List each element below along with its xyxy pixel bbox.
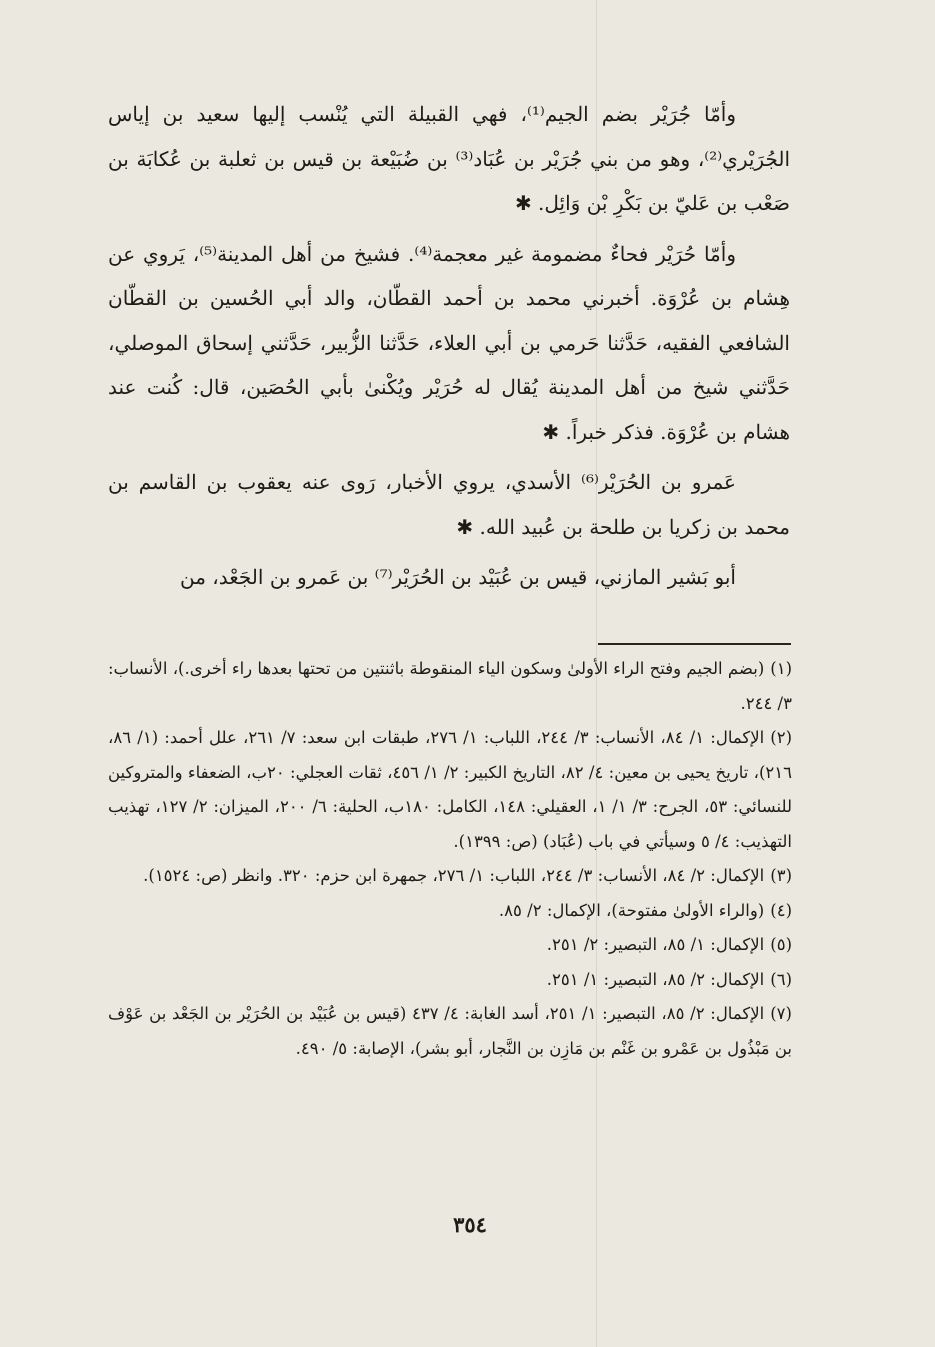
footnote-text: الإكمال: ٢/ ٨٥، التبصير: ١/ ٢٥١، أسد الغابة: ٤/ ٤٣٧ (قيس بن عُبَيْد بن الحُرَيْر بن الجَعْد بن عَوْف بن مَبْذُول بن عَمْرو بن غَنْم بن مَازِن بن النَّجار، أبو بشر)، الإصابة: ٥/ ٤٩٠. [108, 1004, 792, 1058]
footnote-6 [108, 963, 792, 998]
footnote-text: (والراء الأولىٰ مفتوحة)، الإكمال: ٢/ ٨٥. [498, 900, 765, 920]
footnote-number: (٢) [770, 728, 792, 747]
footnote-number: (٤) [770, 900, 792, 920]
footnote-number: (٥) [770, 935, 792, 954]
footnote-text: الإكمال: ١/ ٨٤، الأنساب: ٣/ ٢٤٤، اللباب: ١/ ٢٧٦، طبقات ابن سعد: ٧/ ٢٦١، علل أحمد: (١/ ٨٦، ٢١٦)، تاريخ يحيى بن معين: ٤/ ٨٢، التاريخ الكبير: ٢/ ١/ ٤٥٦، ثقات العجلي: ٢٠ب، الضعفاء والمتروكين للنسائي: ٥٣، الجرح: ٣/ ١/ ١، العقيلي: ١٤٨، الكامل: ١٨٠ب، الحلية: ٦/ ٢٠٠، الميزان: ٢/ ١٢٧، تهذيب التهذيب: ٤/ ٥ وسيأتي في باب (عُبَاد) (ص: ١٣٩٩). [108, 728, 793, 851]
paragraph-hurayr: وأمّا حُرَيْر فحاءٌ مضمومة غير معجمة⁽⁴⁾. فشيخ من أهل المدينة⁽⁵⁾، يَروي عن هِشام بن عُرْوَة. أخبرني محمد بن أحمد القطّان، والد أبي الحُسين بن القطّان الشافعي الفقيه، حَدَّثنا حَرمي بن أبي العلاء، حَدَّثنا الزُّبير، حَدَّثني إسحاق الموصلي، حَدَّثني شيخ من أهل المدينة يُقال له حُرَيْر ويُكْنىٰ بأبي الحُصَين، قال: كُنت عند هشام بن عُرْوَة. فذكر خبراً. ✱ [108, 241, 790, 444]
footnote-number: (٣) [770, 866, 792, 885]
paragraph-jurayr: وأمّا جُرَيْر بضم الجيم⁽¹⁾، فهي القبيلة التي يُنْسب إليها سعيد بن إياس الجُرَيْري⁽²⁾، وهو من بني جُرَيْر بن عُبَاد⁽³⁾ بن ضُبَيْعة بن قيس بن ثعلبة بن عُكابَة بن صَعْب بن عَليّ بن بَكْرِ بْن وَائِل. ✱ [108, 102, 791, 215]
footnote-text: (بضم الجيم وفتح الراء الأولىٰ وسكون الياء المنقوطة باثنتين من تحتها بعدها راء أخرى.)، الأنساب: ٣/ ٢٤٤. [108, 659, 792, 713]
footnote-text: الإكمال: ٢/ ٨٥، التبصير: ١/ ٢٥١. [546, 969, 765, 989]
footnote-text: الإكمال: ٢/ ٨٤، الأنساب: ٣/ ٢٤٤، اللباب: ١/ ٢٧٦، جمهرة ابن حزم: ٣٢٠. وانظر (ص: ١٥٢٤). [143, 866, 765, 885]
footnote-4 [108, 894, 792, 929]
footnote-number: (٧) [770, 1004, 792, 1023]
main-text [108, 92, 790, 606]
footnote-text: الإكمال: ١/ ٨٥، التبصير: ٢/ ٢٥١. [546, 935, 765, 954]
footnote-number: (١) [770, 659, 792, 678]
footnote-3 [108, 859, 792, 894]
footnote-7 [108, 997, 792, 1066]
footnote-2 [108, 721, 792, 859]
footnote-divider [598, 643, 791, 645]
footnote-number: (٦) [770, 969, 792, 989]
footnote-5 [108, 928, 792, 963]
footnote-1 [108, 652, 792, 721]
footnotes [108, 652, 792, 1066]
paragraph-amr-ibn-al-hurayr: عَمرو بن الحُرَيْر⁽⁶⁾ الأسدي، يروي الأخبار، رَوى عنه يعقوب بن القاسم بن محمد بن زكريا بن طلحة بن عُبيد الله. ✱ [108, 470, 790, 539]
page-number: ٣٥٤ [453, 1212, 487, 1237]
paragraph-abu-bashir: أبو بَشير المازني، قيس بن عُبَيْد بن الحُرَيْر⁽⁷⁾ بن عَمرو بن الجَعْد، من [180, 565, 736, 589]
